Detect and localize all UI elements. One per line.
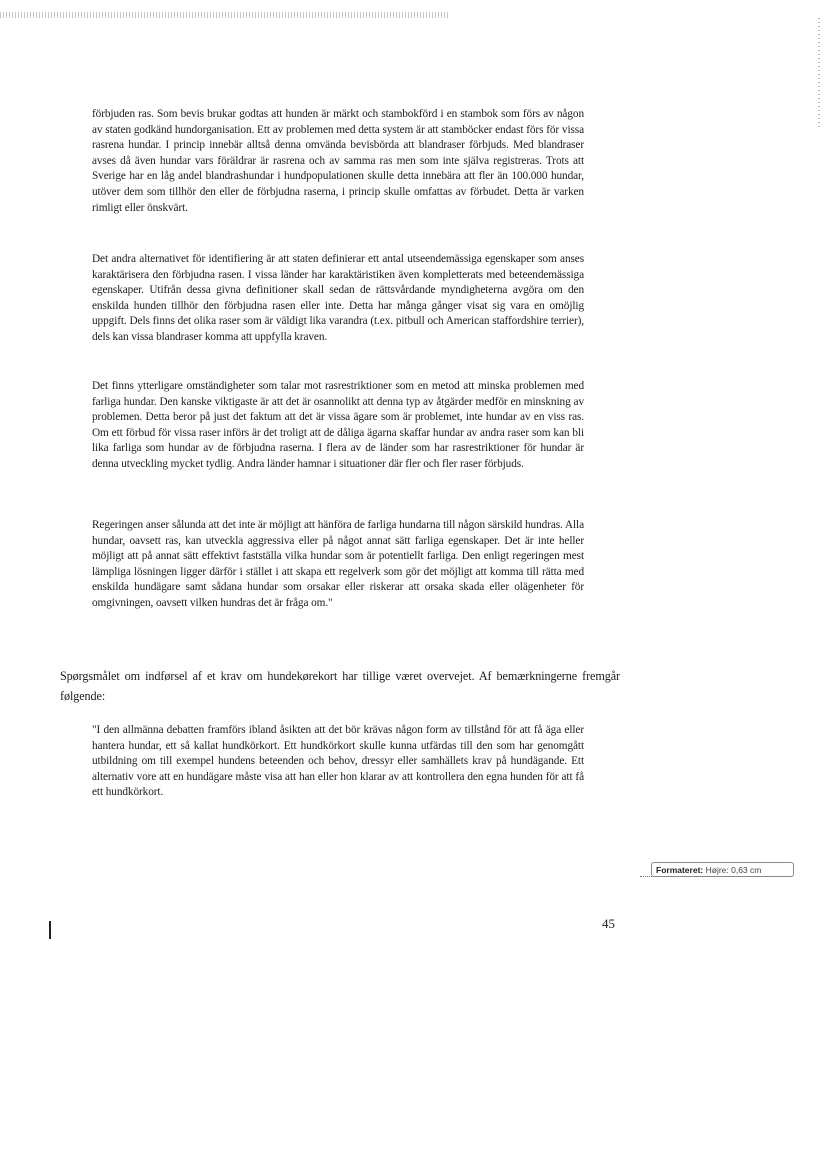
scan-artifact-right — [818, 18, 820, 130]
quote-paragraph-3: Det finns ytterligare omständigheter som talar mot rasrestriktioner som en metod att minska problemen med farliga hundar. Den kanske viktigaste är att det är osannolikt att denna typ av åtgärder medför en minskning av problemen. Detta beror på just det faktum att det är vissa ägare som är problemet, inte hundar av en viss ras. Om ett förbud för vissa raser införs är det troligt att de dåliga ägarna skaffar hundar av andra raser som kan bli lika farliga som hundar av de förbjudna raserna. I flera av de länder som har rasrestriktioner för hundar är denna utveckling mycket tydlig. Andra länder hamnar i situationer där fler och fler raser förbjuds. — [92, 380, 584, 470]
second-quote-paragraph: "I den allmänna debatten framförs ibland åsikten att det bör krävas någon form av tillstånd för att få äga eller hantera hundar, ett så kallat hundkörkort. Ett hundkörkort skulle kunna utfärdas till den som har genomgått utbildning om till exempel hundens beteenden och behov, dressyr eller samhällets krav på hundägande. Ett alternativ vore att en hundägare måste visa att han eller hon klarar av att kontrollera den egna hunden för att få ett hundkörkort. — [92, 724, 584, 799]
body-paragraph: Spørgsmålet om indførsel af et krav om hundekørekort har tillige været overvejet. Af bemærkningerne fremgår følgende: — [60, 669, 620, 703]
margin-comment-balloon[interactable] — [651, 862, 794, 877]
quote-paragraph-1: förbjuden ras. Som bevis brukar godtas att hunden är märkt och stambokförd i en stambok som förs av någon av staten godkänd hundorganisation. Ett av problemen med detta system är att stamböcker endast förs för vissa rasrena hundar. I princip innebär alltså denna omvända bevisbörda att blandraser förbjuds. Med blandraser avses då även hundar vars föräldrar är rasrena och av samma ras men som inte själva registreras. Trots att Sverige har en låg andel blandrashundar i hundpopulationen skulle detta innebära att fler än 100.000 hundar, utöver dem som tillhör den eller de förbjudna raserna, i princip skulle omfattas av förbudet. Detta är varken rimligt eller önskvärt. — [92, 108, 584, 214]
margin-comment-detail: Højre: 0,63 cm — [705, 865, 762, 875]
margin-comment-connector — [640, 876, 652, 878]
scan-artifact-top — [0, 12, 448, 18]
page-number: 45 — [602, 916, 615, 931]
margin-comment-label: Formateret: — [656, 865, 704, 875]
change-bar — [49, 921, 51, 939]
quote-paragraph-2: Det andra alternativet för identifiering är att staten definierar ett antal utseendemässiga egenskaper som anses karaktärisera den förbjudna rasen. I vissa länder har karaktäristiken även kompletterats med beteendemässiga egenskaper. Utifrån dessa givna definitioner skall sedan de rättsvårdande myndigheterna avgöra om den enskilda hunden tillhör den förbjudna rasen eller inte. Detta har många gånger visat sig vara en omöjlig uppgift. Dels finns det olika raser som är väldigt lika varandra (t.ex. pitbull och American staffordshire terrier), dels kan vissa blandraser komma att uppfylla kraven. — [92, 253, 584, 343]
quote-paragraph-4: Regeringen anser sålunda att det inte är möjligt att hänföra de farliga hundarna till någon särskild hundras. Alla hundar, oavsett ras, kan utveckla aggressiva eller på något annat sätt farliga egenskaper. Det är inte heller möjligt att på annat sätt effektivt fastställa vilka hundar som är potentiellt farliga. Den enligt regeringen mest lämpliga lösningen ligger därför i stället i att skapa ett regelverk som gör det möjligt att komma till rätta med enskilda hundägare samt sådana hundar som orsakar eller riskerar att orsaka skada eller olägenheter för omgivningen, oavsett vilken hundras det är fråga om." — [92, 519, 584, 609]
